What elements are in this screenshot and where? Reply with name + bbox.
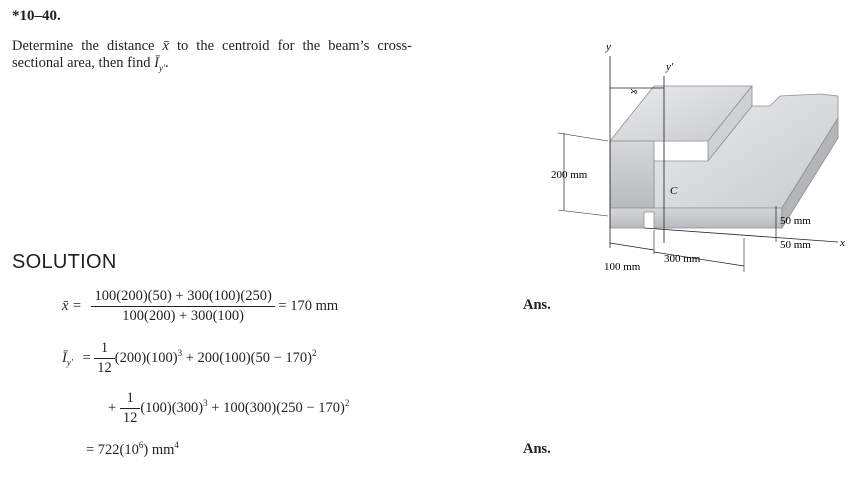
dim-50-label-a: 50 mm [780,215,811,227]
dim-300-label: 300 mm [664,253,701,265]
frac-numerator: 1 [94,340,115,359]
solution-heading: SOLUTION [12,251,117,273]
dim-200-label: 200 mm [551,169,588,181]
dim-100-line [610,243,654,250]
iy-result [86,440,179,459]
frac-numerator: 1 [120,390,141,409]
frac-one-twelve-1 [94,340,115,377]
iy-lhs-sub: y′ [66,357,73,368]
dim-100-label: 100 mm [604,261,641,273]
iy-lhs: Ī [62,349,67,366]
iy-term2-exp2: 2 [344,398,350,408]
iy-term1-b: + 200(100)(50 − 170) [182,349,312,366]
statement-text-1: Determine the distance [12,38,163,54]
iy-result-b: ) mm [143,441,175,458]
frac-one-twelve-2 [120,390,141,427]
centroid-label: C [670,185,678,197]
iy-term1-a: (200)(100) [114,349,178,366]
statement-ibar: Ī [154,55,159,71]
frac-denominator: 12 [122,410,138,426]
plus-sign: + [108,399,117,416]
y-axis-label: y [606,41,611,53]
iy-result-a: = 722(10 [86,441,139,458]
x-axis-label: x [840,237,845,249]
dim-200-ext-bot [558,210,608,216]
problem-statement [12,38,412,77]
iy-term1-exp: 3 [177,348,183,358]
xbar-numerator: 100(200)(50) + 300(100)(250) [91,288,274,307]
beam-figure [520,38,860,278]
xbar-result: = 170 mm [278,297,339,314]
statement-text-2: to the centroid for the beam’s cross-sectional area, then find [12,38,412,71]
xbar-label: x̄ [628,89,640,94]
answer-label-1: Ans. [523,297,551,313]
statement-ibar-sub: y′ [158,62,165,73]
iy-result-exp: 6 [138,440,144,450]
statement-period: . [164,55,169,71]
frac-denominator: 12 [97,360,112,376]
xbar-lhs: x̄ = [62,297,82,314]
beam-flange-front [610,208,782,228]
iy-equation-line2 [108,390,349,427]
iy-term2-b: + 100(300)(250 − 170) [207,399,345,416]
beam-web-front [610,141,654,208]
iy-equation-line1 [62,340,317,377]
iy-equals: = [82,349,91,366]
problem-number: *10–40. [12,8,61,24]
iy-result-exp2: 4 [174,440,179,450]
iy-term2-exp: 3 [203,398,208,408]
answer-label-2: Ans. [523,441,551,457]
iy-term1-exp2: 2 [312,348,317,358]
dim-200-ext-top [558,133,608,141]
xbar-fraction [91,288,274,325]
xbar-denominator: 100(200) + 300(100) [122,308,245,324]
dim-50-label-b: 50 mm [780,239,811,251]
yprime-axis-label: y′ [666,61,674,73]
iy-term2-a: (100)(300) [140,399,204,416]
xbar-equation [62,288,338,325]
statement-xbar: x̄ [162,38,169,54]
